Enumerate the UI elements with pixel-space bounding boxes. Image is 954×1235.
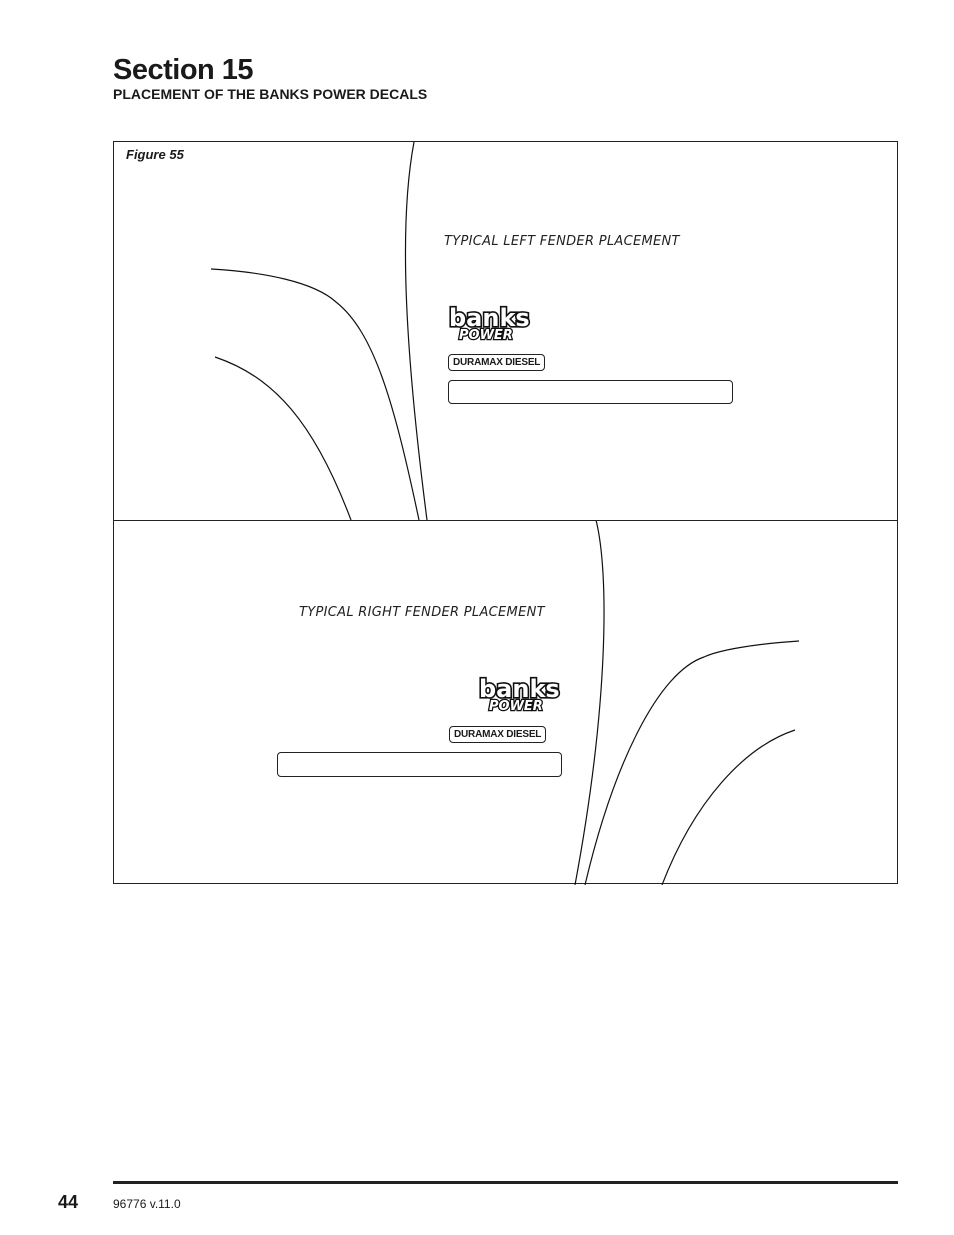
right-fender-upper-line [585,641,799,885]
logo-text-top: banks [449,304,530,332]
left-decal-strip [448,380,733,404]
figure-label: Figure 55 [126,147,184,162]
left-hood-edge-line [405,142,427,520]
section-subtitle: PLACEMENT OF THE BANKS POWER DECALS [113,86,428,102]
banks-power-logo-right [477,675,567,713]
right-fender-caption: TYPICAL RIGHT FENDER PLACEMENT [299,605,545,620]
left-fender-caption: TYPICAL LEFT FENDER PLACEMENT [444,234,680,249]
duramax-diesel-badge-right: DURAMAX DIESEL [449,726,546,743]
page-number: 44 [58,1192,79,1212]
right-fender-lower-line [662,730,795,885]
right-decal-strip [277,752,562,777]
figure-55 [113,141,898,884]
section-title: Section 15 [113,54,254,86]
footer-rule [113,1181,898,1184]
left-fender-lower-line [215,357,351,520]
banks-power-logo-left [447,304,537,342]
panel-divider [114,520,897,521]
logo-text-bottom: POWER [489,699,543,713]
logo-text-top: banks [479,675,560,703]
logo-text-bottom: POWER [459,328,513,342]
document-version: 96776 v.11.0 [113,1197,181,1211]
left-fender-upper-line [211,269,419,520]
duramax-diesel-badge-left: DURAMAX DIESEL [448,354,545,371]
